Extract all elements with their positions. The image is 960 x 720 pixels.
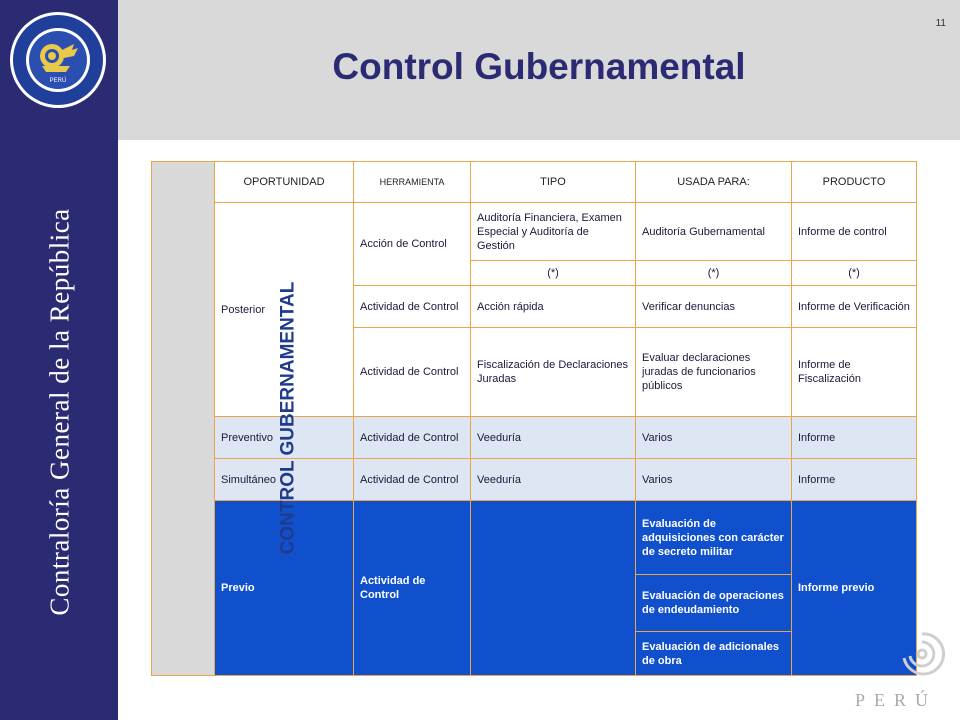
cell-posterior: Posterior — [215, 203, 354, 417]
table-row-simultaneo — [152, 459, 917, 501]
cell-oportunidad: Simultáneo — [215, 459, 354, 501]
cell-producto: Informe — [792, 417, 917, 459]
header-oportunidad: OPORTUNIDAD — [215, 162, 354, 203]
cell-tipo — [471, 501, 636, 676]
sidebar — [0, 0, 118, 720]
table-row-previo — [152, 501, 917, 575]
cell-producto: Informe de Fiscalización — [792, 328, 917, 417]
org-name-vertical: Contraloría General de la República — [44, 208, 75, 616]
header-tipo: TIPO — [471, 162, 636, 203]
cell-tool: Acción de Control — [354, 203, 471, 286]
header-usada-para: USADA PARA: — [636, 162, 792, 203]
cell-tool: Actividad de Control — [354, 417, 471, 459]
cell-uso: Evaluación de operaciones de endeudamiento — [636, 575, 792, 632]
cell-oportunidad: Preventivo — [215, 417, 354, 459]
cell-tool: Actividad de Control — [354, 328, 471, 417]
cell-oportunidad: Previo — [215, 501, 354, 676]
cell-tool: Actividad de Control — [354, 501, 471, 676]
cell-tipo: Fiscalización de Declaraciones Juradas — [471, 328, 636, 417]
cell-tipo: Veeduría — [471, 459, 636, 501]
cell-uso: Evaluar declaraciones juradas de funcionarios públicos — [636, 328, 792, 417]
table-row — [152, 203, 917, 261]
page-number: 11 — [935, 18, 946, 29]
cell-tool: Actividad de Control — [354, 286, 471, 328]
cell-tipo: Acción rápida — [471, 286, 636, 328]
cell-tool: Actividad de Control — [354, 459, 471, 501]
cell-uso: Varios — [636, 417, 792, 459]
cell-uso: Verificar denuncias — [636, 286, 792, 328]
control-table — [151, 161, 917, 676]
cell-uso: (*) — [636, 261, 792, 286]
contraloria-seal-icon — [8, 10, 108, 110]
cell-producto: (*) — [792, 261, 917, 286]
cell-producto: Informe previo — [792, 501, 917, 676]
cell-uso: Evaluación de adquisiciones con carácter de secreto militar — [636, 501, 792, 575]
peru-brand-icon — [896, 628, 948, 680]
cell-tipo: (*) — [471, 261, 636, 286]
seal-peru-text: PERÚ — [49, 78, 67, 84]
peru-wordmark: PERÚ — [855, 690, 938, 710]
page-title: Control Gubernamental — [332, 46, 746, 87]
header-herramienta: HERRAMIENTA — [354, 162, 471, 203]
cell-uso: Evaluación de adicionales de obra — [636, 632, 792, 676]
table-header-row — [152, 162, 917, 203]
header-producto: PRODUCTO — [792, 162, 917, 203]
cell-uso: Auditoría Gubernamental — [636, 203, 792, 261]
cell-uso: Varios — [636, 459, 792, 501]
cell-producto: Informe de control — [792, 203, 917, 261]
vertical-label: CONTROL GUBERNAMENTAL — [277, 281, 299, 554]
cell-tipo: Veeduría — [471, 417, 636, 459]
table-row-preventivo — [152, 417, 917, 459]
cell-producto: Informe — [792, 459, 917, 501]
cell-tipo: Auditoría Financiera, Examen Especial y Auditoría de Gestión — [471, 203, 636, 261]
cell-producto: Informe de Verificación — [792, 286, 917, 328]
